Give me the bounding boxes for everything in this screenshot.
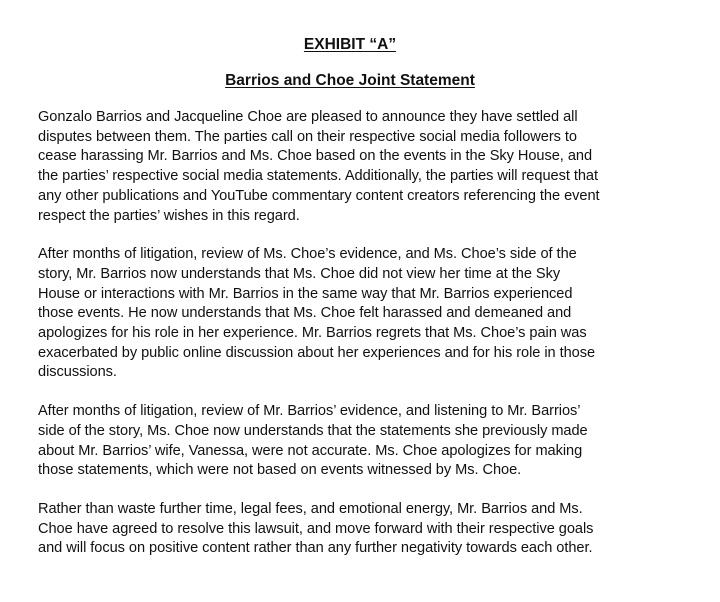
statement-title: Barrios and Choe Joint Statement: [225, 72, 475, 89]
paragraph-line: disputes between them. The parties call on their respective social media followers to: [38, 128, 577, 145]
paragraph-line: Choe have agreed to resolve this lawsuit, and move forward with their respective goals: [38, 520, 594, 537]
paragraph-3: [38, 402, 678, 481]
paragraph-line: apologizes for his role in her experience. Mr. Barrios regrets that Ms. Choe’s pain was: [38, 325, 587, 342]
paragraph-line: story, Mr. Barrios now understands that Ms. Choe did not view her time at the Sky: [38, 265, 561, 282]
paragraph-2: [38, 245, 678, 383]
paragraph-line: cease harassing Mr. Barrios and Ms. Choe based on the events in the Sky House, and: [38, 148, 593, 165]
paragraph-line: respect the parties’ wishes in this regard.: [38, 207, 300, 224]
paragraph-line: Gonzalo Barrios and Jacqueline Choe are pleased to announce they have settled all: [38, 109, 578, 125]
paragraph-line: discussions.: [38, 364, 117, 381]
paragraph-line: those events. He now understands that Ms. Choe felt harassed and demeaned and: [38, 305, 572, 322]
paragraph-1: [38, 108, 678, 226]
paragraph-line: about Mr. Barrios’ wife, Vanessa, were not accurate. Ms. Choe apologizes for making: [38, 442, 583, 459]
paragraph-line: After months of litigation, review of Mr. Barrios’ evidence, and listening to Mr. Barrios’: [38, 403, 581, 420]
paragraph-line: side of the story, Ms. Choe now understands that the statements she previously made: [38, 422, 588, 439]
paragraph-line: exacerbated by public online discussion about her experiences and for his role in those: [38, 344, 596, 361]
paragraph-line: After months of litigation, review of Ms. Choe’s evidence, and Ms. Choe’s side of the: [38, 246, 577, 263]
paragraph-line: and will focus on positive content rather than any further negativity towards each other.: [38, 540, 593, 557]
exhibit-title: EXHIBIT “A”: [303, 36, 397, 53]
paragraph-line: any other publications and YouTube commentary content creators referencing the event: [38, 187, 600, 204]
paragraph-line: those statements, which were not based on events witnessed by Ms. Choe.: [38, 462, 522, 479]
paragraph-line: House or interactions with Mr. Barrios in the same way that Mr. Barrios experienced: [38, 285, 573, 302]
statement-body: [38, 108, 678, 578]
paragraph-line: the parties’ respective social media statements. Additionally, the parties will request that: [38, 168, 598, 185]
paragraph-4: [38, 500, 678, 559]
paragraph-line: Rather than waste further time, legal fees, and emotional energy, Mr. Barrios and Ms.: [38, 500, 583, 517]
